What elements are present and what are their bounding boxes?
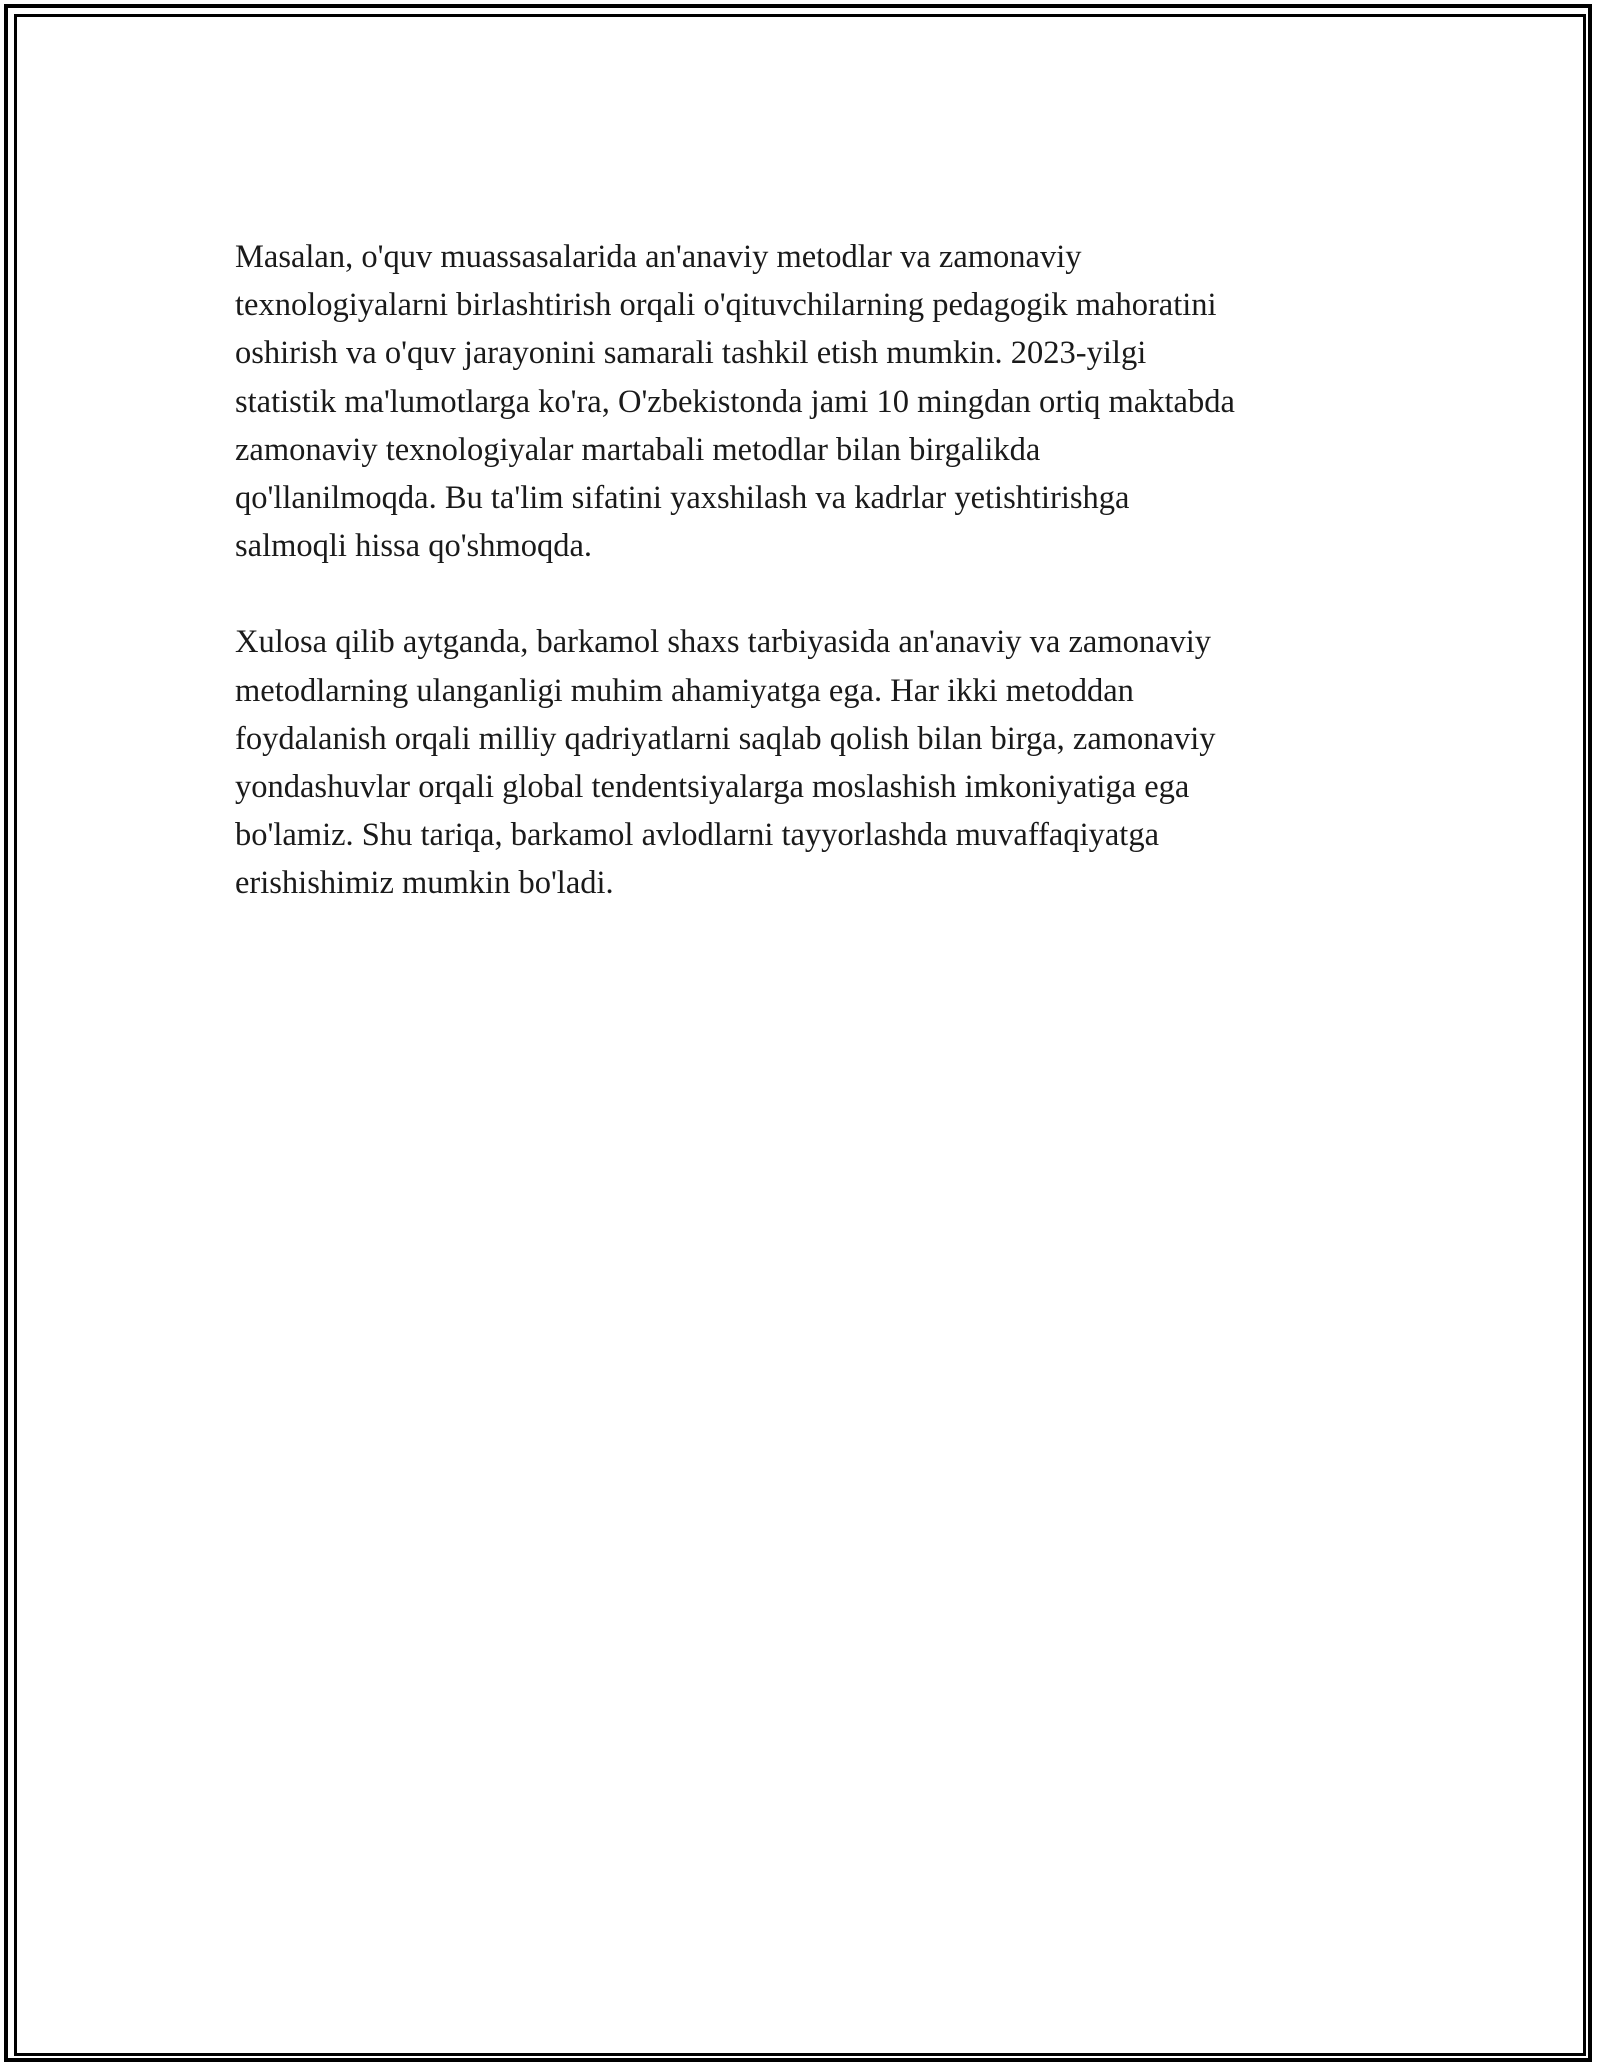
text-line: Masalan, o'quv muassasalarida an'anaviy metodlar va zamonaviy [235,239,1082,275]
text-line: statistik ma'lumotlarga ko'ra, O'zbekistonda jami 10 mingdan ortiq maktabda [235,383,1235,420]
text-line: texnologiyalarni birlashtirish orqali o'qituvchilarning pedagogik mahoratini [235,287,1217,324]
text-line: yondashuvlar orqali global tendentsiyalarga moslashish imkoniyatiga ega [235,769,1190,806]
text-line: Xulosa qilib aytganda, barkamol shaxs tarbiyasida an'anaviy va zamonaviy [235,624,1212,661]
document-body [235,233,1395,956]
paragraph-2 [235,618,1395,907]
text-line: bo'lamiz. Shu tariqa, barkamol avlodlarni tayyorlashda muvaffaqiyatga [235,817,1159,854]
text-line: oshirish va o'quv jarayonini samarali tashkil etish mumkin. 2023-yilgi [235,335,1147,372]
text-line: qo'llanilmoqda. Bu ta'lim sifatini yaxshilash va kadrlar yetishtirishga [235,480,1130,517]
text-line: salmoqli hissa qo'shmoqda. [235,528,593,565]
paragraph-1 [235,233,1395,570]
text-line: erishishimiz mumkin bo'ladi. [235,865,614,902]
text-line: zamonaviy texnologiyalar martabali metodlar bilan birgalikda [235,431,1041,468]
text-line: foydalanish orqali milliy qadriyatlarni saqlab qolish bilan birga, zamonaviy [235,720,1216,757]
text-line: metodlarning ulanganligi muhim ahamiyatga ega. Har ikki metoddan [235,672,1134,709]
